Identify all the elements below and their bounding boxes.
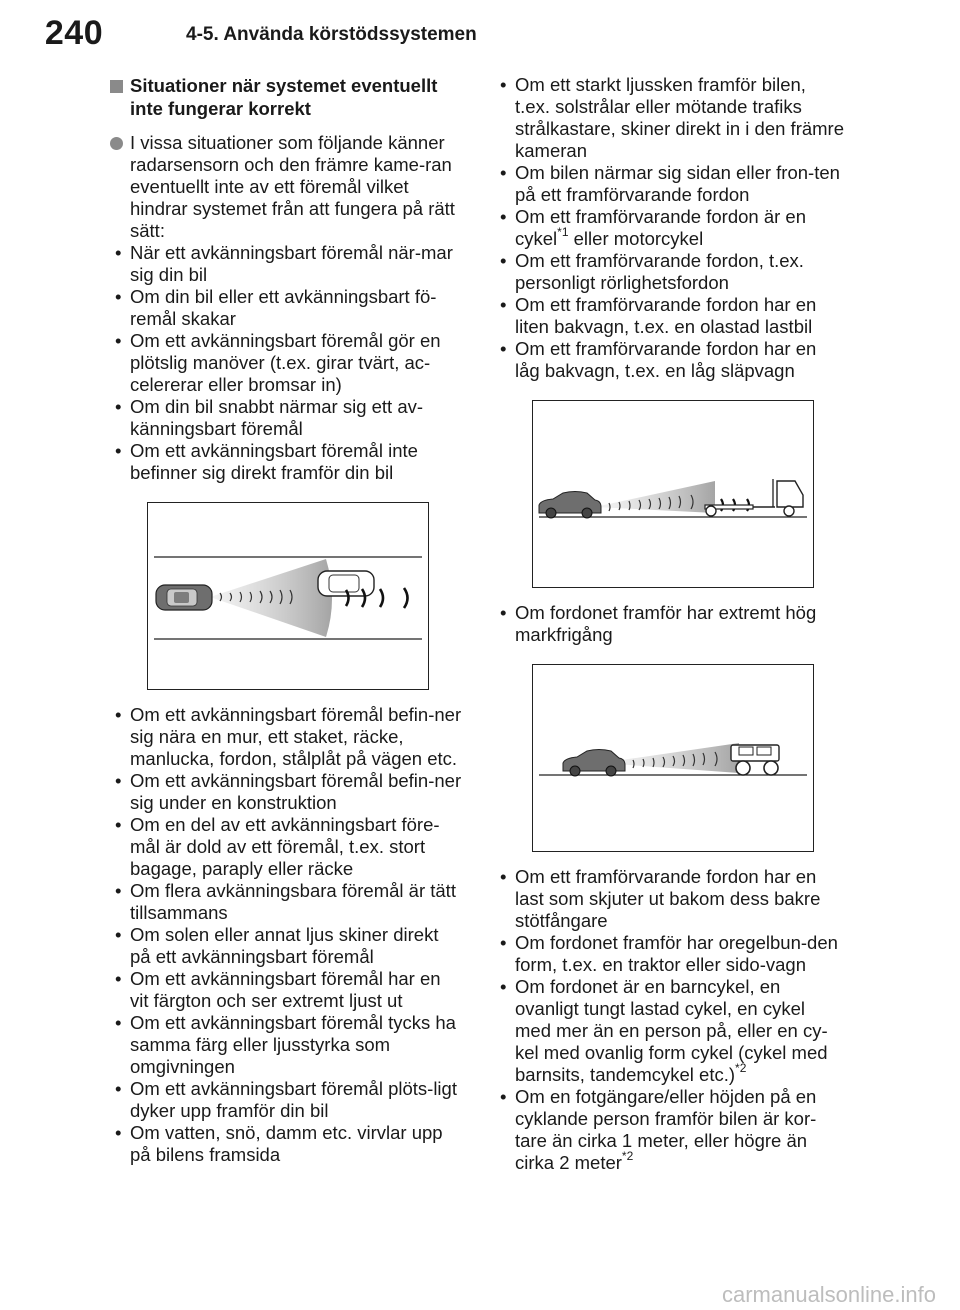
list-item: • Om ett avkänningsbart föremål befin-ner sig under en konstruktion [110, 770, 462, 814]
list-item-text: Om en fotgängare/eller höjden på en cyklande person framför bilen är kor-tare än cirka 1 meter, eller högre än cirka 2 meter [515, 1086, 817, 1173]
bullet-list [495, 866, 845, 1174]
illustration-offset-vehicle [147, 502, 429, 690]
offset-vehicle-diagram [148, 503, 428, 689]
list-item: • Om ett avkänningsbart föremål tycks ha samma färg eller ljusstyrka som omgivningen [110, 1012, 462, 1078]
list-item: • Om ett avkänningsbart föremål plöts-ligt dyker upp framför din bil [110, 1078, 462, 1122]
bullet-list [495, 602, 845, 646]
list-item: • Om ett framförvarande fordon har en liten bakvagn, t.ex. en olastad lastbil [495, 294, 845, 338]
bullet-list [110, 704, 462, 1166]
illustration-low-trailer [532, 400, 814, 588]
right-column [495, 74, 845, 1174]
high-clearance-diagram [533, 665, 813, 851]
list-item: • Om bilen närmar sig sidan eller fron-ten på ett framförvarande fordon [495, 162, 845, 206]
section-heading [110, 74, 462, 120]
radar-beam [595, 481, 715, 513]
list-item: • Om flera avkänningsbara föremål är tätt tillsammans [110, 880, 462, 924]
list-item: • Om fordonet framför har oregelbun-den form, t.ex. en traktor eller sido-vagn [495, 932, 845, 976]
list-item: • Om din bil eller ett avkänningsbart fö-remål skakar [110, 286, 462, 330]
list-item: • Om ett avkänningsbart föremål har en vit färgton och ser extremt ljust ut [110, 968, 462, 1012]
watermark: carmanualsonline.info [721, 1282, 936, 1307]
bullet-list [495, 74, 845, 382]
footnote-ref: *1 [557, 224, 569, 239]
list-item: • Om vatten, snö, damm etc. virvlar upp på bilens framsida [110, 1122, 462, 1166]
page-header [0, 0, 960, 56]
footnote-ref: *2 [621, 1148, 634, 1163]
own-car-icon [156, 585, 212, 610]
circle-bullet-icon [110, 137, 123, 150]
list-item-text: eller motorcykel [568, 228, 704, 249]
own-car-side-icon [539, 492, 601, 519]
footnote-ref: *2 [735, 1060, 747, 1075]
intro-text: I vissa situationer som följande känner radarsensorn och den främre kame-ran eventuellt inte av ett föremål vilket hindrar systemet från att fungera på rätt sätt: [130, 132, 455, 241]
radar-beam [210, 559, 332, 637]
page-number: 240 [44, 14, 104, 52]
list-item-text: Om fordonet är en barncykel, en ovanligt tungt lastad cykel, en cykel med mer än en person på, eller en cy-kel med ovanlig form cykel (cykel med barnsits, tandemcykel etc.) [515, 976, 828, 1085]
bullet-list [110, 242, 462, 484]
intro-paragraph [110, 132, 462, 242]
list-item: • Om en del av ett avkänningsbart före-mål är dold av ett föremål, t.ex. stort bagage, paraply eller räcke [110, 814, 462, 880]
list-item: • Om din bil snabbt närmar sig ett av-känningsbart föremål [110, 396, 462, 440]
list-item: • Om ett avkänningsbart föremål befin-ner sig nära en mur, ett staket, räcke, manlucka, fordon, stålplåt på vägen etc. [110, 704, 462, 770]
suv-icon [731, 745, 779, 775]
list-item: • Om ett framförvarande fordon, t.ex. personligt rörlighetsfordon [495, 250, 845, 294]
list-item: • Om ett framförvarande fordon har en last som skjuter ut bakom dess bakre stötfångare [495, 866, 845, 932]
low-trailer-diagram [533, 401, 813, 587]
square-bullet-icon [110, 80, 123, 93]
section-heading-text: Situationer när systemet eventuellt inte fungerar korrekt [130, 75, 438, 119]
list-item: • Om solen eller annat ljus skiner direkt på ett avkänningsbart föremål [110, 924, 462, 968]
list-item [495, 976, 845, 1086]
list-item: • Om ett avkänningsbart föremål inte befinner sig direkt framför din bil [110, 440, 462, 484]
own-car-side-icon [563, 750, 625, 777]
list-item: • När ett avkänningsbart föremål när-mar sig din bil [110, 242, 462, 286]
list-item-text: Om ett framförvarande fordon är en cykel [515, 206, 806, 249]
chapter-title: 4-5. Använda körstödssystemen [186, 24, 477, 45]
list-item: • Om ett avkänningsbart föremål gör en plötslig manöver (t.ex. girar tvärt, ac-celererar eller bromsar in) [110, 330, 462, 396]
list-item [495, 1086, 845, 1174]
left-column [110, 74, 462, 1166]
list-item: • Om fordonet framför har extremt hög markfrigång [495, 602, 845, 646]
list-item: • Om ett starkt ljussken framför bilen, t.ex. solstrålar eller mötande trafiks strålkastare, skiner direkt in i den främre kameran [495, 74, 845, 162]
list-item: • Om ett framförvarande fordon har en låg bakvagn, t.ex. en låg släpvagn [495, 338, 845, 382]
truck-icon [705, 479, 803, 516]
illustration-high-clearance [532, 664, 814, 852]
list-item [495, 206, 845, 250]
